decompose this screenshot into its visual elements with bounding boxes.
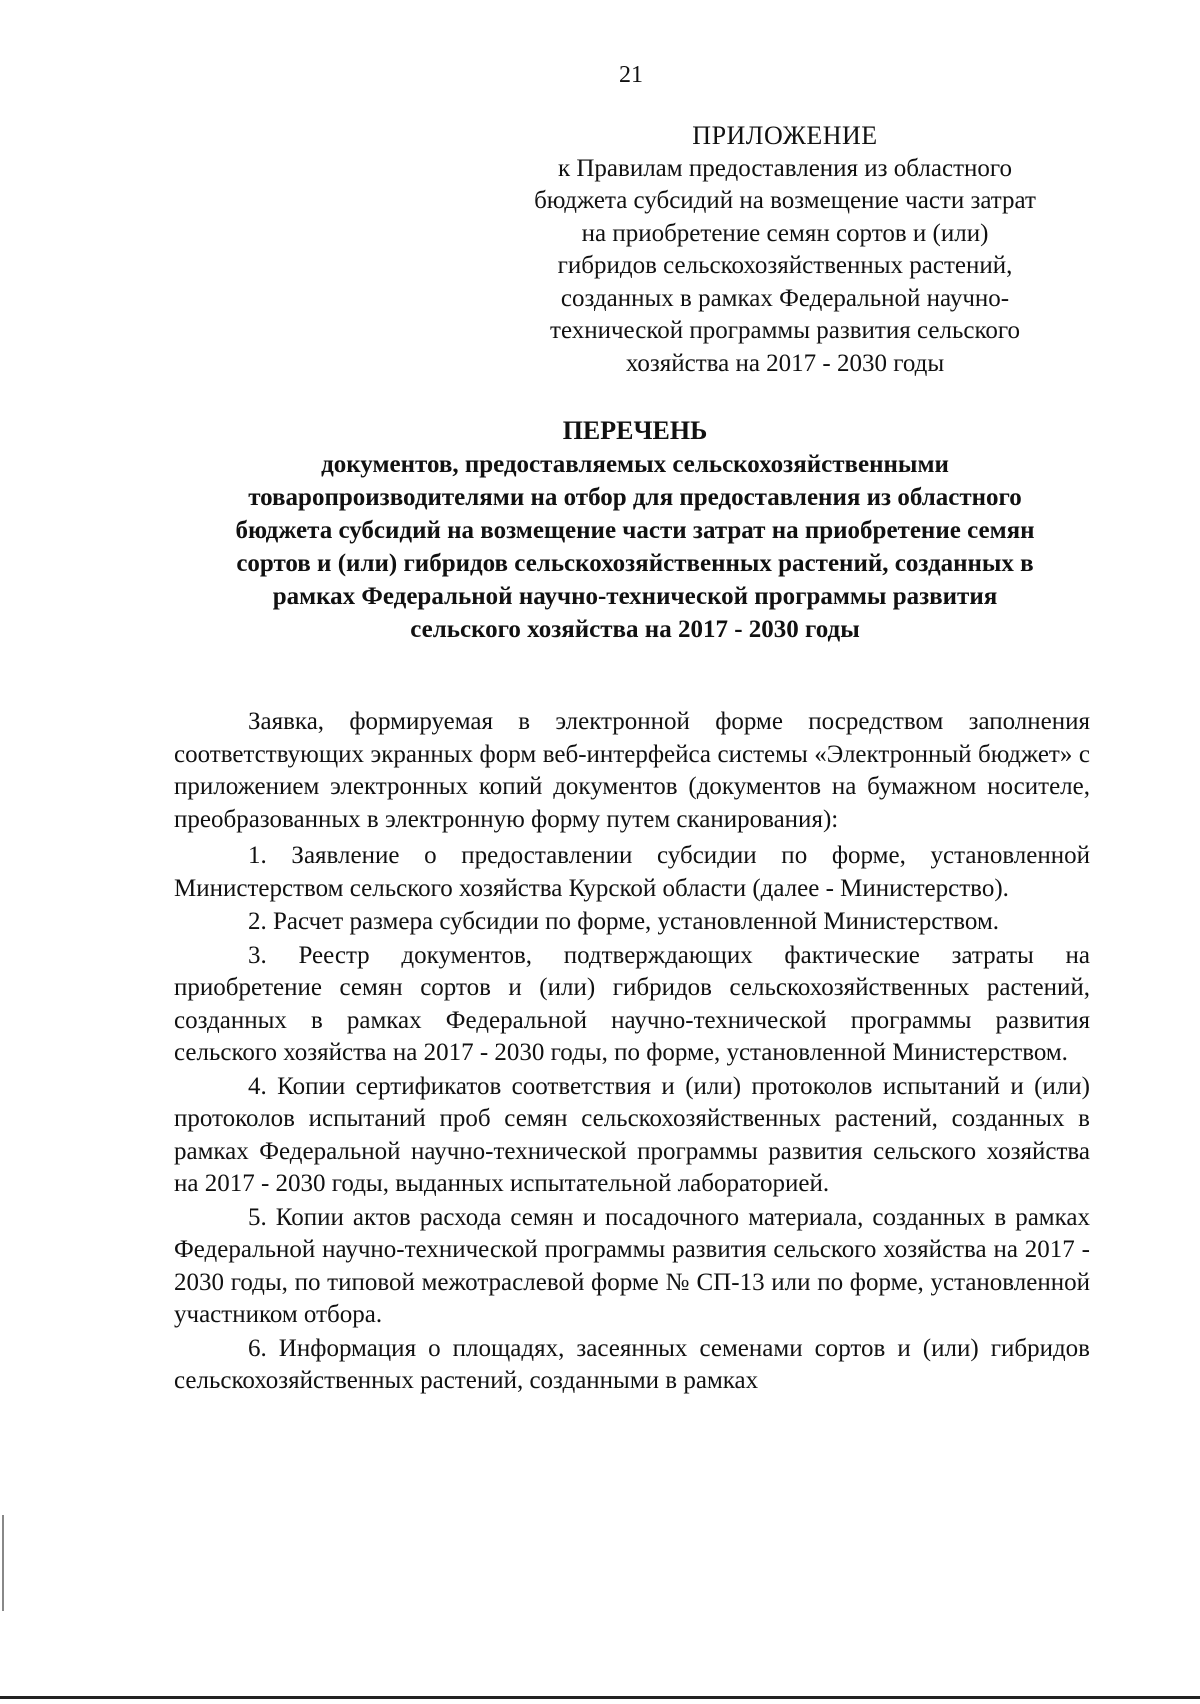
scan-bottom-edge xyxy=(0,1696,1200,1699)
scan-margin-line xyxy=(2,1515,4,1611)
intro-paragraph: Заявка, формируемая в электронной форме посредством заполнения соответствующих экранных форм веб-интерфейса системы «Электронный бюджет» с приложением электронных копий документов (документов на бумажном носителе, преобразованных в электронную форму путем сканирования): xyxy=(174,708,1090,833)
document-heading xyxy=(140,414,1130,646)
appendix-line: к Правилам предоставления из областного xyxy=(557,154,1013,182)
list-item-5: 5. Копии актов расхода семян и посадочного материала, созданных в рамках Федеральной научно-технической программы развития сельского хозяйства на 2017 - 2030 годы, по типовой межотраслевой форме № СП-13 или по форме, установленной участником отбора. xyxy=(174,1203,1090,1328)
document-body xyxy=(174,706,1090,1399)
appendix-line: технической программы развития сельского xyxy=(550,317,1020,344)
list-item-1: 1. Заявление о предоставлении субсидии по форме, установленной Министерством сельского хозяйства Курской области (далее - Министерство). xyxy=(174,842,1090,902)
page-number: 21 xyxy=(619,62,643,88)
heading-line: бюджета субсидий на возмещение части затрат на приобретение семян xyxy=(235,517,1035,544)
appendix-line: созданных в рамках Федеральной научно- xyxy=(560,284,1010,312)
heading-line: документов, предоставляемых сельскохозяйственными xyxy=(321,451,949,478)
heading-line: сельского хозяйства на 2017 - 2030 годы xyxy=(410,616,860,643)
heading-title: ПЕРЕЧЕНЬ xyxy=(562,416,708,445)
list-item-3: 3. Реестр документов, подтверждающих фактические затраты на приобретение семян сортов и (или) гибридов сельскохозяйственных растений, созданных в рамках Федеральной научно-технической программы развития сельского хозяйства на 2017 - 2030 годы, по форме, установленной Министерством. xyxy=(174,941,1090,1066)
appendix-line: на приобретение семян сортов и (или) xyxy=(581,219,989,247)
appendix-line: гибридов сельскохозяйственных растений, xyxy=(557,252,1013,279)
appendix-line: хозяйства на 2017 - 2030 годы xyxy=(625,349,945,377)
list-item-6: 6. Информация о площадях, засеянных семенами сортов и (или) гибридов сельскохозяйственных растений, созданными в рамках xyxy=(174,1334,1090,1394)
appendix-block xyxy=(500,120,1070,380)
appendix-line: бюджета субсидий на возмещение части затрат xyxy=(534,187,1036,214)
heading-line: товаропроизводителями на отбор для предоставления из областного xyxy=(248,484,1022,511)
list-item-2: 2. Расчет размера субсидии по форме, установленной Министерством. xyxy=(248,908,1000,935)
appendix-title: ПРИЛОЖЕНИЕ xyxy=(692,121,878,150)
heading-line: сортов и (или) гибридов сельскохозяйственных растений, созданных в xyxy=(236,550,1034,577)
list-item-4: 4. Копии сертификатов соответствия и (или) протоколов испытаний и (или) протоколов испытаний проб семян сельскохозяйственных растений, созданных в рамках Федеральной научно-технической программы развития сельского хозяйства на 2017 - 2030 годы, выданных испытательной лабораторией. xyxy=(174,1072,1090,1197)
heading-line: рамках Федеральной научно-технической программы развития xyxy=(272,583,998,610)
